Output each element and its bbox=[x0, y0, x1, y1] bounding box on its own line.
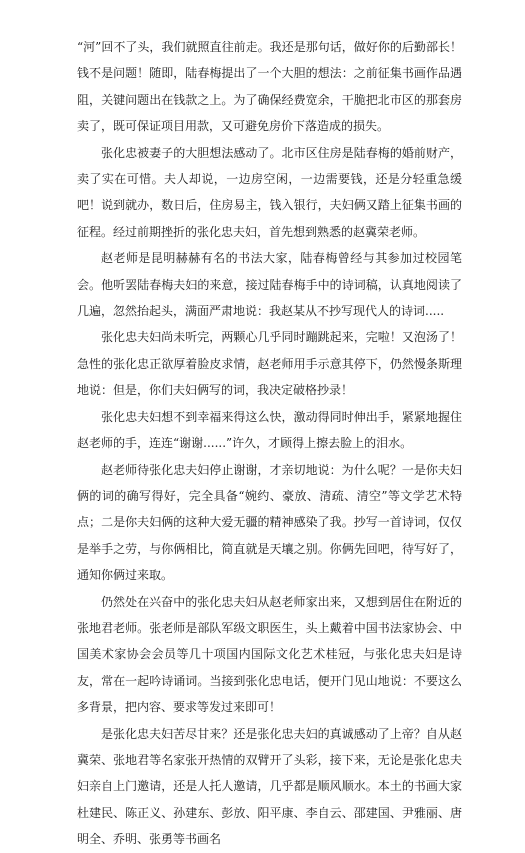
paragraph-1: “河”回不了头，我们就照直往前走。我还是那句话，做好你的后勤部长！钱不是问题！随即，陆春梅提出了一个大胆的想法：之前征集书画作品遇阻，关键问题出在钱款之上。为了确保经费宽余，干脆把北市区的那套房卖了，既可保证项目用款，又可避免房价下落造成的损失。 bbox=[77, 40, 462, 134]
paragraph-6: 赵老师待张化忠夫妇停止谢谢，才亲切地说：为什么呢？一是你夫妇俩的词的确写得好，完全具备“婉约、豪放、清疏、清空”等文学艺术特点；二是你夫妇俩的这种大爱无疆的精神感染了我。抄写一首诗词，仅仅是举手之劳，与你俩相比，简直就是天壤之别。你俩先回吧，待写好了，通知你俩过来取。 bbox=[77, 462, 462, 583]
paragraph-2: 张化忠被妻子的大胆想法感动了。北市区住房是陆春梅的婚前财产，卖了实在可惜。夫人却说，一边房空闲，一边需要钱，还是分轻重急缓吧！说到就办，数日后，住房易主，钱入银行，夫妇俩又踏上征集书画的征程。经过前期挫折的张化忠夫妇，首先想到熟悉的赵冀荣老师。 bbox=[77, 145, 462, 239]
article-body bbox=[77, 34, 462, 853]
paragraph-5: 张化忠夫妇想不到幸福来得这么快，激动得同时伸出手，紧紧地握住赵老师的手，连连“谢谢......”许久，才顾得上擦去脸上的泪水。 bbox=[77, 409, 462, 451]
paragraph-8: 是张化忠夫妇苦尽甘来？还是张化忠夫妇的真诚感动了上帝？自从赵冀荣、张地君等名家张开热情的双臂开了头彩，接下来，无论是张化忠夫妇亲自上门邀请，还是人托人邀请，几乎都是顺风顺水。本土的书画大家杜建民、陈正义、孙建东、彭放、阳平康、李自云、邵建国、尹雅丽、唐明全、乔明、张勇等书画名 bbox=[77, 726, 462, 847]
paragraph-3: 赵老师是昆明赫赫有名的书法大家，陆春梅曾经与其参加过校园笔会。他听罢陆春梅夫妇的来意，接过陆春梅手中的诗词稿，认真地阅读了几遍，忽然抬起头，满面严肃地说：我赵某从不抄写现代人的诗词..... bbox=[77, 251, 462, 319]
paragraph-7: 仍然处在兴奋中的张化忠夫妇从赵老师家出来，又想到居住在附近的张地君老师。张老师是部队军级文职医生，头上戴着中国书法家协会、中国美术家协会会员等几十项国内国际文化艺术桂冠，与张化忠夫妇是诗友，常在一起吟诗诵词。当接到张化忠电话，便开门见山地说：不要这么多背景，把内容、要求等发过来即可！ bbox=[77, 594, 462, 715]
paragraph-4: 张化忠夫妇尚未听完，两颗心几乎同时蹦跳起来，完啦！又泡汤了！急性的张化忠正欲厚着脸皮求情，赵老师用手示意其停下，仍然慢条斯理地说：但是，你们夫妇俩写的词，我决定破格抄录！ bbox=[77, 330, 462, 398]
